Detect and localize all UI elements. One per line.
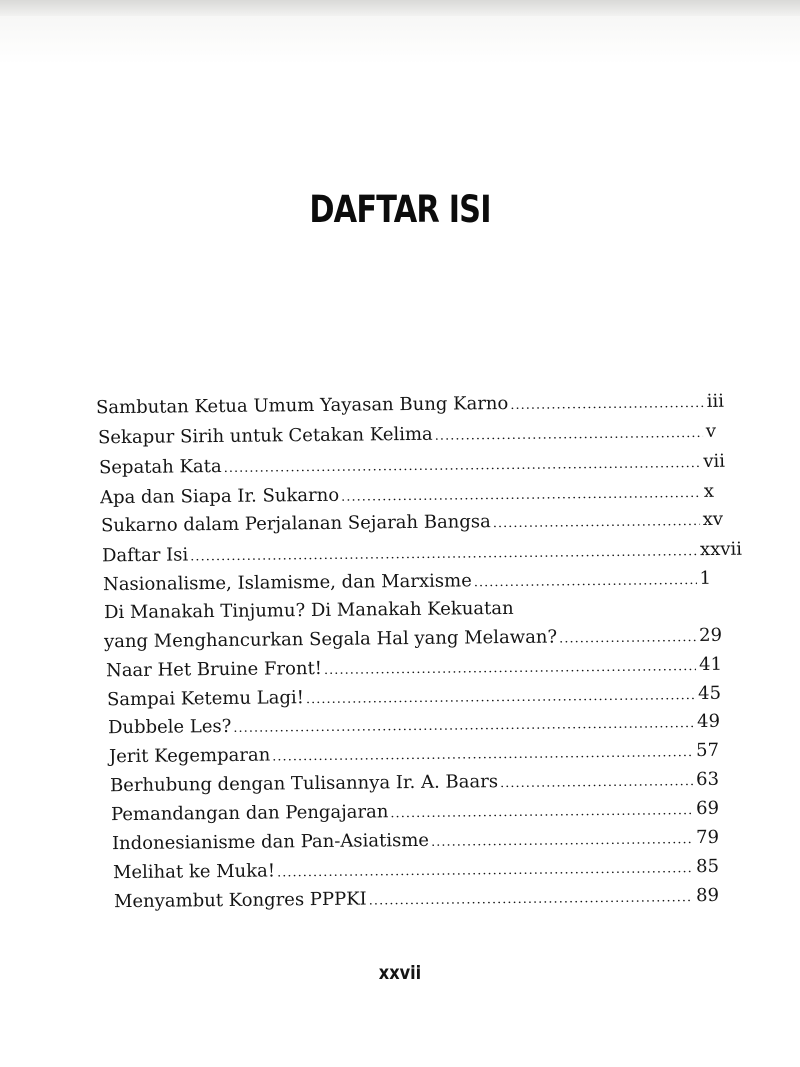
toc-entry-page: 69	[695, 797, 720, 820]
toc-entry-title: Apa dan Siapa Ir. Sukarno	[99, 484, 340, 509]
toc-entry	[111, 796, 719, 828]
toc-entry-title: Nasionalisme, Islamisme, dan Marxisme	[102, 570, 472, 596]
toc-entry-page: 85	[695, 855, 720, 878]
toc-entry	[114, 883, 719, 915]
dot-leader	[341, 481, 701, 511]
dot-leader	[559, 625, 696, 652]
toc-entry	[103, 566, 711, 598]
toc-entry-page: vii	[703, 450, 726, 472]
toc-entry-page: 29	[698, 624, 723, 647]
toc-entry-page: 49	[696, 710, 721, 733]
dot-leader	[510, 391, 704, 419]
dot-leader	[435, 421, 703, 450]
toc-entry	[104, 623, 722, 655]
toc-entry	[102, 537, 742, 570]
dot-leader	[277, 856, 693, 886]
toc-entry	[96, 389, 724, 422]
toc-entry	[98, 419, 716, 451]
toc-entry-title: Pemandangan dan Pengajaran	[110, 801, 389, 826]
dot-leader	[431, 827, 693, 856]
toc-entry-page: x	[703, 480, 715, 502]
toc-entry-title-line1: Di Manakah Tinjumu? Di Manakah Kekuatan	[103, 597, 514, 624]
dot-leader	[390, 798, 693, 827]
toc-entry-page: 41	[698, 653, 723, 676]
dot-leader	[272, 740, 693, 770]
toc-entry-title: Melihat ke Muka!	[112, 860, 276, 884]
dot-leader	[369, 885, 694, 914]
toc-entry-page: 1	[699, 567, 712, 589]
dot-leader	[224, 451, 701, 482]
toc-entry-title: Berhubung dengan Tulisannya Ir. A. Baars	[109, 771, 499, 797]
toc-entry-page: v	[705, 420, 717, 442]
toc-entry-title: Sekapur Sirih untuk Cetakan Kelima	[97, 423, 433, 449]
toc-entry-title: Sukarno dalam Perjalanan Sejarah Bangsa	[100, 511, 491, 537]
toc-entry-title: Indonesianisme dan Pan-Asiatisme	[111, 829, 430, 855]
toc-entry-page: iii	[706, 390, 725, 412]
toc-entry	[107, 681, 721, 713]
toc-entry-title: Sepatah Kata	[98, 455, 222, 479]
toc-entry-title: Daftar Isi	[101, 544, 189, 567]
toc-entry	[101, 507, 723, 540]
toc-entry-page: 63	[695, 768, 720, 791]
toc-entry-page: 57	[695, 739, 720, 762]
toc-entry	[100, 479, 714, 511]
dot-leader	[500, 769, 693, 797]
dot-leader	[190, 539, 697, 570]
toc-entry	[110, 767, 719, 799]
toc-entry-title: Jerit Kegemparan	[108, 744, 271, 768]
toc-entry-title: Sambutan Ketua Umum Yayasan Bung Karno	[95, 392, 509, 419]
toc-entry-page: 89	[695, 884, 720, 907]
toc-entry	[109, 738, 719, 770]
toc-entry-title: yang Menghancurkan Segala Hal yang Melawan?	[103, 626, 558, 653]
toc-entry-page: 45	[697, 682, 722, 705]
toc-entry-title: Sampai Ketemu Lagi!	[106, 687, 305, 711]
toc-entry	[106, 652, 722, 684]
dot-leader	[306, 683, 695, 713]
dot-leader	[474, 568, 697, 596]
toc-entry-page: 79	[695, 826, 720, 849]
dot-leader	[233, 711, 694, 742]
toc-entry-title: Dubbele Les?	[107, 715, 232, 739]
toc-entry	[113, 854, 719, 886]
toc-entry-title: Naar Het Bruine Front!	[105, 657, 323, 682]
toc-entry	[99, 449, 725, 482]
dot-leader	[493, 509, 700, 537]
page-title: DAFTAR ISI	[309, 188, 491, 231]
page-number: xxvii	[378, 962, 422, 984]
dot-leader	[324, 654, 696, 684]
toc-entry-page: xv	[702, 508, 724, 530]
toc-entry-page: xxvii	[699, 538, 743, 561]
toc-entry	[112, 825, 719, 857]
toc-entry	[108, 709, 720, 741]
toc-entry-title: Menyambut Kongres PPPKI	[113, 888, 367, 913]
